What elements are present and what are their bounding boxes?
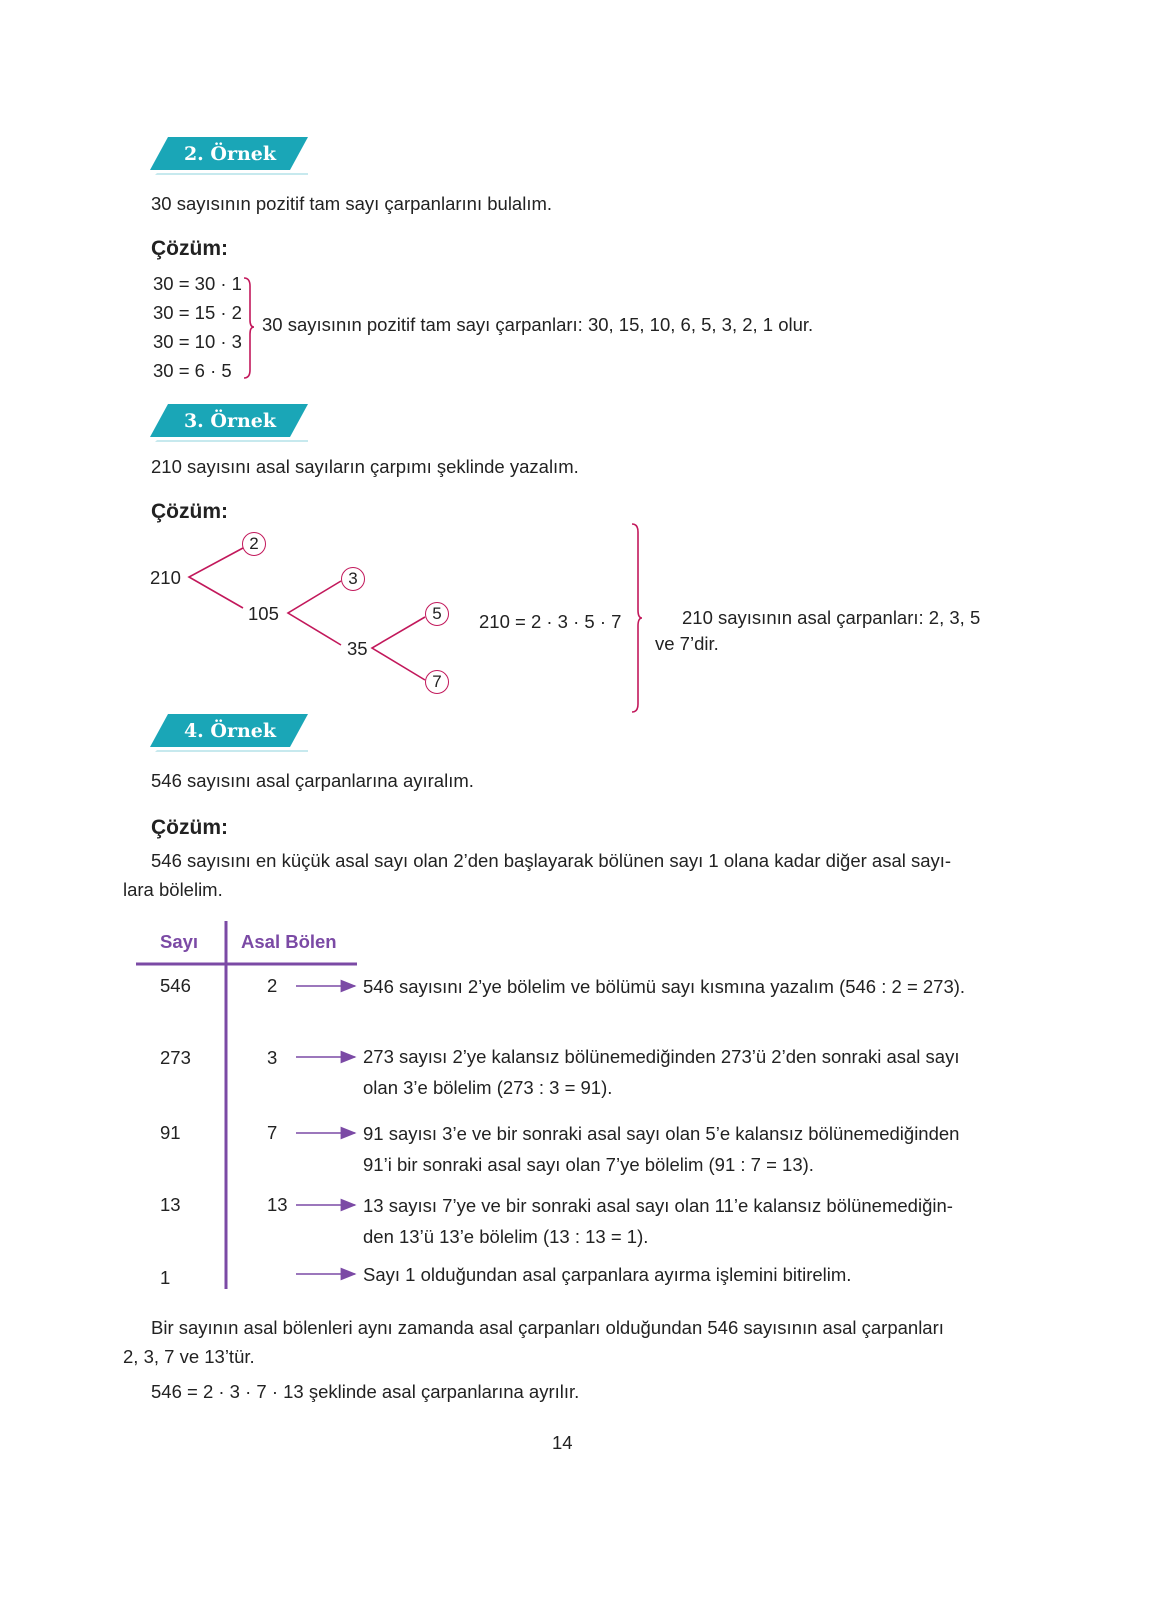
example-4-intro-line1: 546 sayısını en küçük asal sayı olan 2’den başlayarak bölünen sayı 1 olana kadar diğer asal sayı- [151, 850, 952, 871]
example-4-prompt: 546 sayısını asal çarpanlarına ayıralım. [151, 770, 474, 791]
curly-brace [628, 522, 648, 714]
equation-line: 30 = 10 · 3 [153, 331, 242, 352]
row-explanation: 273 sayısı 2’ye kalansız bölünemediğinden 273’ü 2’den sonraki asal sayı [363, 1046, 960, 1067]
page-number: 14 [552, 1432, 573, 1453]
example-3-result-line2: ve 7’dir. [655, 633, 719, 654]
row-explanation: 13 sayısı 7’ye ve bir sonraki asal sayı olan 11’e kalansız bölünemediğin- [363, 1195, 953, 1216]
example-4-title: 4. Örnek [183, 720, 277, 742]
row-explanation: 546 sayısını 2’ye bölelim ve bölümü sayı kısmına yazalım (546 : 2 = 273). [363, 976, 966, 997]
example-4-intro-line2: lara bölelim. [123, 879, 223, 900]
example-2-prompt: 30 sayısının pozitif tam sayı çarpanlarını bulalım. [151, 193, 553, 214]
example-3-equation: 210 = 2 · 3 · 5 · 7 [479, 611, 622, 632]
tree-node-105: 105 [248, 603, 279, 624]
row-divisor: 13 [267, 1194, 288, 1215]
conclusion-line2: 2, 3, 7 ve 13’tür. [123, 1346, 255, 1367]
tree-prime-7: 7 [425, 670, 449, 694]
tree-node-210: 210 [150, 567, 181, 588]
example-3-title: 3. Örnek [183, 410, 277, 432]
row-number: 91 [160, 1122, 181, 1143]
example-2-title: 2. Örnek [183, 143, 277, 165]
example-2-result: 30 sayısının pozitif tam sayı çarpanları: 30, 15, 10, 6, 5, 3, 2, 1 olur. [262, 314, 814, 335]
column-header-number: Sayı [160, 931, 199, 952]
example-3-prompt: 210 sayısını asal sayıların çarpımı şeklinde yazalım. [151, 456, 579, 477]
row-explanation-cont: 91’i bir sonraki asal sayı olan 7’ye bölelim (91 : 7 = 13). [363, 1154, 814, 1175]
row-divisor: 3 [267, 1047, 278, 1068]
tree-prime-3: 3 [341, 567, 365, 591]
row-explanation: Sayı 1 olduğundan asal çarpanlara ayırma işlemini bitirelim. [363, 1264, 852, 1285]
equation-line: 30 = 15 · 2 [153, 302, 242, 323]
row-explanation-cont: den 13’ü 13’e bölelim (13 : 13 = 1). [363, 1226, 649, 1247]
row-number: 273 [160, 1047, 191, 1068]
row-number: 546 [160, 975, 191, 996]
row-number: 1 [160, 1267, 171, 1288]
row-number: 13 [160, 1194, 181, 1215]
tree-node-35: 35 [347, 638, 368, 659]
example-3-result-line1: 210 sayısının asal çarpanları: 2, 3, 5 [682, 607, 981, 628]
example-3-solution-heading: Çözüm: [151, 500, 228, 523]
example-4-solution-heading: Çözüm: [151, 816, 228, 839]
column-header-divisor: Asal Bölen [241, 931, 337, 952]
equation-line: 30 = 30 · 1 [153, 273, 242, 294]
row-explanation: 91 sayısı 3’e ve bir sonraki asal sayı olan 5’e kalansız bölünemediğinden [363, 1123, 960, 1144]
conclusion-line1: Bir sayının asal bölenleri aynı zamanda asal çarpanları olduğundan 546 sayısının asal çarpanları [151, 1317, 944, 1338]
tree-prime-2: 2 [242, 532, 266, 556]
tree-prime-5: 5 [425, 602, 449, 626]
example-2-solution-heading: Çözüm: [151, 237, 228, 260]
row-divisor: 2 [267, 975, 278, 996]
row-explanation-cont: olan 3’e bölelim (273 : 3 = 91). [363, 1077, 613, 1098]
equation-line: 30 = 6 · 5 [153, 360, 232, 381]
final-factorization: 546 = 2 · 3 · 7 · 13 şeklinde asal çarpanlarına ayrılır. [151, 1381, 580, 1402]
row-divisor: 7 [267, 1122, 278, 1143]
row-arrows [0, 0, 370, 1300]
